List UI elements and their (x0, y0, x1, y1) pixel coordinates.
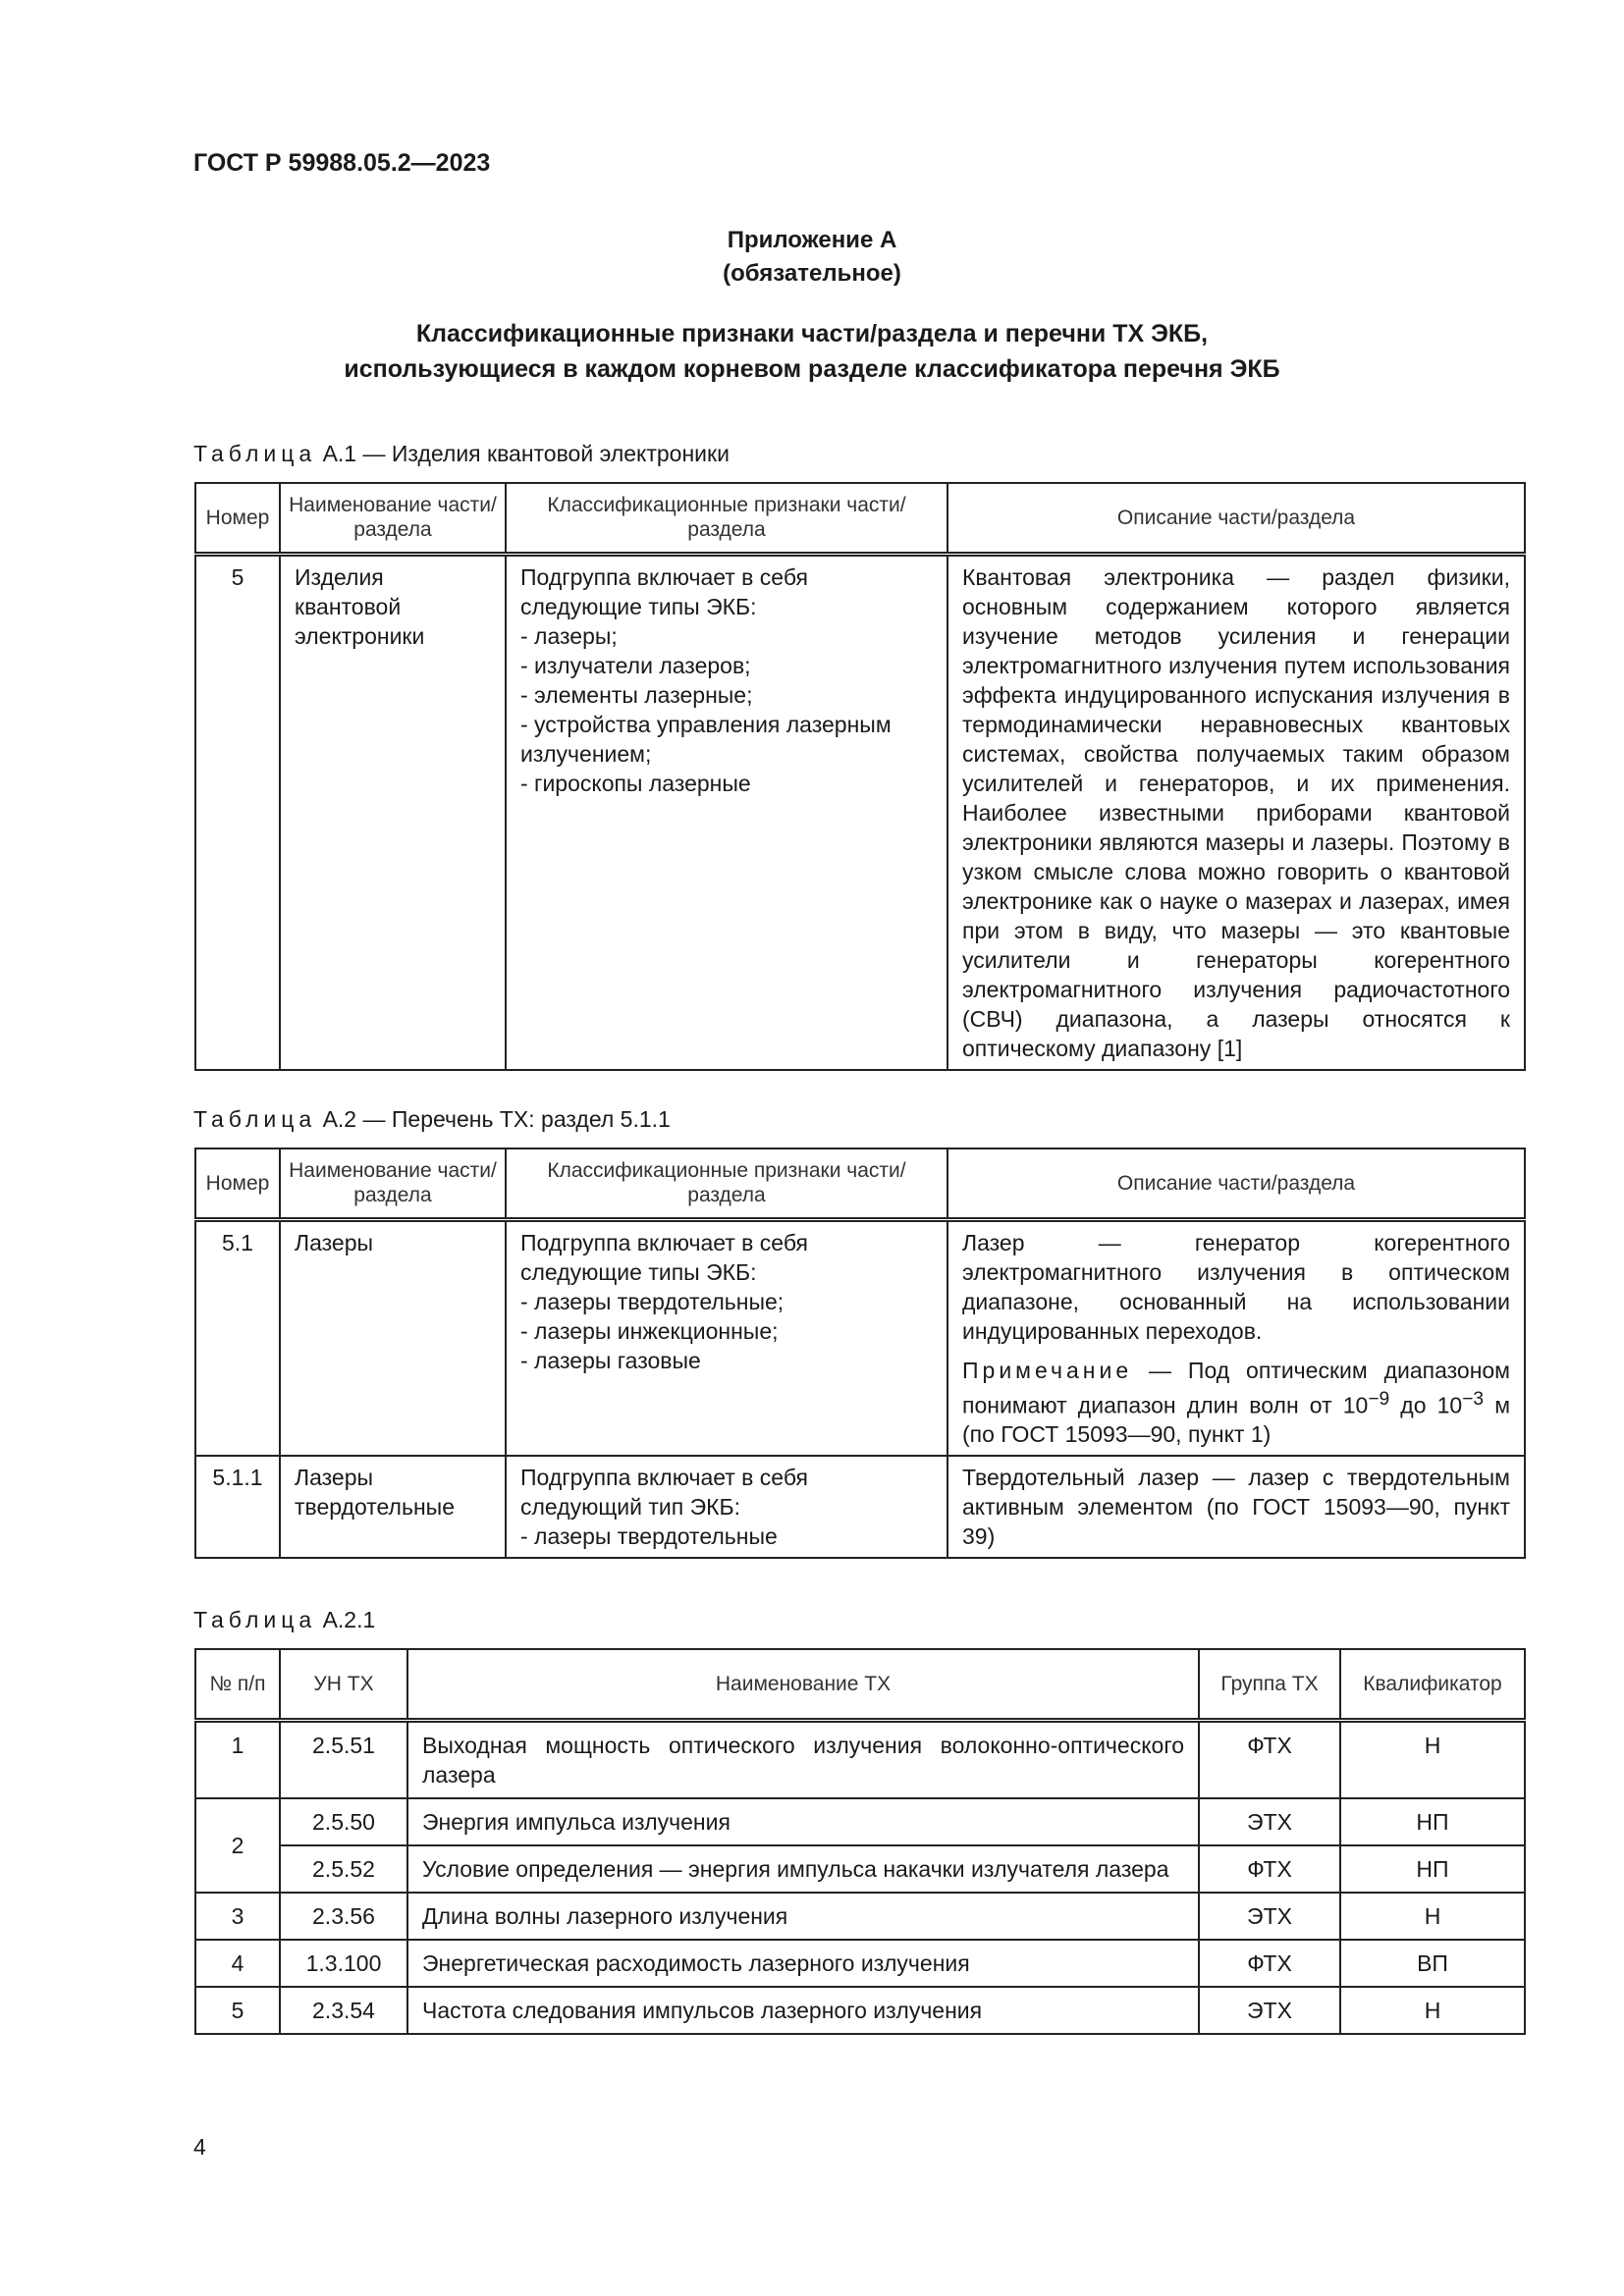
row-name: Лазеры (280, 1219, 506, 1456)
note-text: м (по ГОСТ 15093—90, пункт 1) (962, 1392, 1511, 1448)
caption-text: А.2 — Перечень ТХ: раздел 5.1.1 (322, 1106, 671, 1132)
row-description: Квантовая электроника — раздел физики, основным содержанием которого является изучение методов усиления и генерации электромагнитного излучения путем использования эффекта индуцированного испускания излучения в термодинамически неравновесных квантовых системах, свойства получаемых таким образом усилителей и генераторов, и их применения. Наиболее известными приборами квантовой электроники являются мазеры и лазеры. Поэтому в узком смысле слова можно говорить о квантовой электронике как о науке о мазерах и лазерах, имея при этом в виду, что мазеры — это квантовые усилители и генераторы когерентного электромагнитного излучения радиочастотного (СВЧ) диапазона, а лазеры относятся к оптическому диапазону [1] (947, 554, 1525, 1070)
table-a2-caption (193, 1106, 671, 1133)
table-row (195, 1798, 1525, 1845)
table-row (195, 1893, 1525, 1940)
cell-no: 2 (195, 1798, 280, 1893)
features-intro: Подгруппа включает в себя следующие типы ЭКБ: (520, 1229, 808, 1285)
features-list (520, 1522, 933, 1551)
col-header-code: УН ТХ (280, 1649, 407, 1720)
cell-code: 2.5.51 (280, 1720, 407, 1798)
cell-name: Длина волны лазерного излучения (407, 1893, 1199, 1940)
cell-group: ФТХ (1199, 1720, 1340, 1798)
cell-qualifier: НП (1340, 1845, 1525, 1893)
cell-code: 2.3.54 (280, 1987, 407, 2034)
page-number: 4 (193, 2134, 206, 2160)
row-number: 5.1.1 (195, 1456, 280, 1558)
table-row (195, 1845, 1525, 1893)
cell-group: ЭТХ (1199, 1893, 1340, 1940)
col-header-qualifier: Квалификатор (1340, 1649, 1525, 1720)
features-intro: Подгруппа включает в себя следующий тип ЭКБ: (520, 1465, 808, 1521)
col-header-group: Группа ТХ (1199, 1649, 1340, 1720)
table-row (195, 1456, 1525, 1558)
list-item: - устройства управления лазерным излучением; (520, 711, 892, 767)
cell-name: Условие определения — энергия импульса накачки излучателя лазера (407, 1845, 1199, 1893)
col-header-name: Наименование ТХ (407, 1649, 1199, 1720)
cell-name: Энергия импульса излучения (407, 1798, 1199, 1845)
cell-group: ФТХ (1199, 1845, 1340, 1893)
row-features (506, 1219, 947, 1456)
note-text: до 10 (1389, 1392, 1463, 1418)
table-row (195, 1940, 1525, 1987)
appendix-status: (обязательное) (723, 260, 901, 287)
table-a21 (194, 1648, 1526, 2035)
col-header-features: Классификационные признаки части/раздела (506, 483, 947, 554)
col-header-description: Описание части/раздела (947, 483, 1525, 554)
cell-code: 2.5.52 (280, 1845, 407, 1893)
note-text: — Под оптическим диапазоном понимают диапазон длин волн от 10 (962, 1357, 1510, 1418)
cell-name: Выходная мощность оптического излучения волоконно-оптического лазера (407, 1720, 1199, 1798)
table-a21-caption (193, 1607, 375, 1633)
list-item: - гироскопы лазерные (520, 770, 751, 796)
cell-qualifier: Н (1340, 1987, 1525, 2034)
table-a1-caption (193, 441, 730, 467)
caption-word: Таблица (193, 1607, 317, 1632)
col-header-no: № п/п (195, 1649, 280, 1720)
cell-qualifier: Н (1340, 1720, 1525, 1798)
list-item: - лазеры газовые (520, 1347, 701, 1373)
caption-word: Таблица (193, 1106, 317, 1132)
cell-no: 1 (195, 1720, 280, 1798)
note-word: Примечание (962, 1357, 1133, 1383)
row-description: Твердотельный лазер — лазер с твердотельным активным элементом (по ГОСТ 15093—90, пункт 39) (947, 1456, 1525, 1558)
row-features (506, 1456, 947, 1558)
list-item: - элементы лазерные; (520, 681, 753, 708)
row-description (947, 1219, 1525, 1456)
row-name: Лазеры твердотельные (280, 1456, 506, 1558)
list-item: - лазеры твердотельные (520, 1523, 778, 1550)
features-list (520, 621, 933, 798)
list-item: - лазеры инжекционные; (520, 1317, 779, 1344)
row-features (506, 554, 947, 1070)
cell-code: 1.3.100 (280, 1940, 407, 1987)
table-a1 (194, 482, 1526, 1071)
cell-no: 5 (195, 1987, 280, 2034)
row-number: 5.1 (195, 1219, 280, 1456)
caption-text: А.1 — Изделия квантовой электроники (322, 441, 730, 466)
description-note (962, 1356, 1510, 1450)
list-item: - лазеры твердотельные; (520, 1288, 785, 1314)
note-exponent: −9 (1368, 1388, 1390, 1410)
features-intro: Подгруппа включает в себя следующие типы ЭКБ: (520, 563, 808, 619)
cell-group: ЭТХ (1199, 1798, 1340, 1845)
table-row (195, 1720, 1525, 1798)
table-row (195, 1219, 1525, 1456)
row-name: Изделия квантовой электроники (280, 554, 506, 1070)
col-header-features: Классификационные признаки части/раздела (506, 1148, 947, 1219)
cell-name: Энергетическая расходимость лазерного излучения (407, 1940, 1199, 1987)
cell-group: ФТХ (1199, 1940, 1340, 1987)
cell-no: 3 (195, 1893, 280, 1940)
list-item: - лазеры; (520, 622, 618, 649)
note-exponent: −3 (1462, 1388, 1485, 1410)
col-header-description: Описание части/раздела (947, 1148, 1525, 1219)
document-title-line-2: использующиеся в каждом корневом разделе классификатора перечня ЭКБ (344, 355, 1280, 383)
table-row (195, 1987, 1525, 2034)
col-header-number: Номер (195, 1148, 280, 1219)
cell-qualifier: ВП (1340, 1940, 1525, 1987)
cell-code: 2.3.56 (280, 1893, 407, 1940)
list-item: - излучатели лазеров; (520, 652, 751, 678)
document-code: ГОСТ Р 59988.05.2—2023 (193, 149, 491, 177)
document-title-line-1: Классификационные признаки части/раздела и перечни ТХ ЭКБ, (415, 320, 1209, 347)
description-text: Лазер — генератор когерентного электромагнитного излучения в оптическом диапазоне, основанный на использовании индуцированных переходов. (962, 1229, 1510, 1344)
caption-text: А.2.1 (322, 1607, 376, 1632)
col-header-name: Наименование части/раздела (280, 483, 506, 554)
col-header-number: Номер (195, 483, 280, 554)
cell-name: Частота следования импульсов лазерного излучения (407, 1987, 1199, 2034)
cell-no: 4 (195, 1940, 280, 1987)
cell-qualifier: НП (1340, 1798, 1525, 1845)
cell-group: ЭТХ (1199, 1987, 1340, 2034)
caption-word: Таблица (193, 441, 317, 466)
features-list (520, 1287, 933, 1375)
row-number: 5 (195, 554, 280, 1070)
appendix-label: Приложение А (727, 227, 897, 253)
cell-code: 2.5.50 (280, 1798, 407, 1845)
table-row (195, 554, 1525, 1070)
col-header-name: Наименование части/раздела (280, 1148, 506, 1219)
table-a2 (194, 1148, 1526, 1559)
cell-qualifier: Н (1340, 1893, 1525, 1940)
